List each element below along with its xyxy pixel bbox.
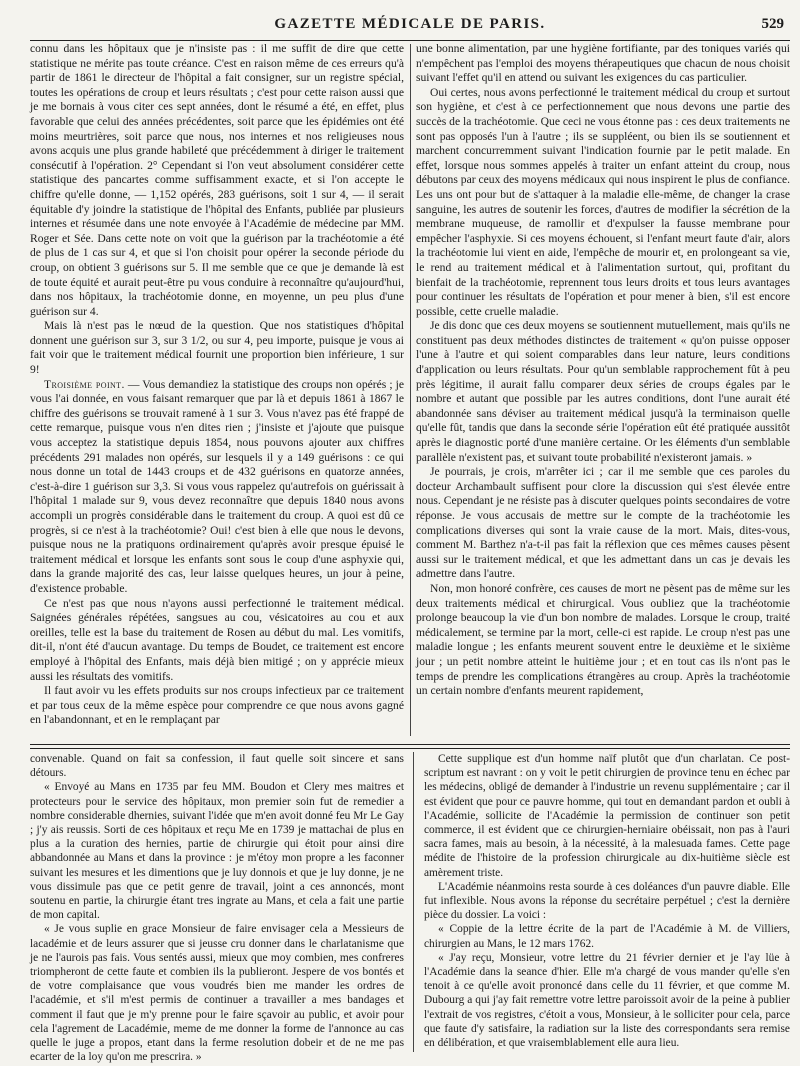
journal-title: GAZETTE MÉDICALE DE PARIS. xyxy=(274,16,546,32)
paragraph: « J'ay reçu, Monsieur, votre lettre du 21 février dernier et je l'ay lüe à l'Académie dans la seance d'hier. Elle m'a chargé de vous mander qu'elle s'en tenoit à ce qu'elle avoit prononcé dans celle du 11 février, et que comme M. Dubourg a qui j'ay fait remettre votre lettre paroissoit avoir de la peine à publier l'extrait de vos registres, c'étoit a vous, Monsieur, à le solliciter pour cela, parce que faute d'y satisfaire, la radiation sur la liste des correspondants sera remise en délibération, et que vraisemblablement elle aura lieu. xyxy=(424,951,790,1050)
paragraph: Ce n'est pas que nous n'ayons aussi perfectionné le traitement médical. Saignées générales répétées, sangsues au cou, vésicatoires au cou et aux oreilles, telle est la base du traitement de Rosen au début du mal. Les vomitifs, dit-il, n'ont été d'aucun avantage. Du temps de Boudet, ce traitement est encore employé à l'hôpital des Enfants, mais déjà bien mitigé ; on y apprécie mieux aussi les résultats des vomitifs. xyxy=(30,596,404,683)
paragraph: convenable. Quand on fait sa confession, il faut quelle soit sincere et sans détours. xyxy=(30,753,404,780)
paragraph-text: — Vous demandiez la statistique des croups non opérés ; je vous l'ai donnée, en vous faisant remarquer que par là et depuis 1861 à 1867 le chiffre des guérisons se trouvait ramené à 1 sur 3. Vous n'avez pas été frappé de cette remarque, puisque vous n'en dites rien ; j'insiste et j'ajoute que puisque vous acceptez la statistique depuis 1854, nous pouvons ajouter aux chiffres précédents 291 malades non opérés, sur lesquels il y a 149 guérisons : ce qui nous donne un total de 1443 croups et de 432 guérisons en quatorze années, c'est-à-dire 1 guérison sur 3,3. Si vous vous rappelez qu'autrefois on guérissait à l'hôpital 1 malade sur 9, vous devez reconnaître que depuis 1840 nous avons accompli un progrès considérable dans le traitement du croup. A quoi est dû ce progrès, si ce n'est à la trachéotomie? Oui! c'est bien à elle que nous le devons, puisque nous ne la pratiquons ordinairement qu'après avoir presque épuisé le traitement médical et lorsque les enfants sont sous le coup d'une asphyxie qui, dans la grande majorité des cas, leur laisse quelques heures, un jour à peine, d'existence probable. xyxy=(30,377,404,595)
header-rule xyxy=(30,40,790,41)
paragraph: « Coppie de la lettre écrite de la part de l'Académie à M. de Villiers, chirurgien au Mans, le 12 mars 1762. xyxy=(424,923,790,950)
paragraph xyxy=(30,378,404,597)
column-rule xyxy=(413,752,414,1052)
feuilleton-column-right xyxy=(424,752,790,1054)
column-rule xyxy=(410,44,411,736)
paragraph: Mais là n'est pas le nœud de la question. Que nos statistiques d'hôpital donnent une guérison sur 3, sur 3 1/2, ou sur 4, peu importe, puisque je vous ai fait voir que le traitement médical fournit une proportion bien inférieure, 1 sur 9! xyxy=(30,319,404,377)
feuilleton-column-left xyxy=(30,752,404,1064)
paragraph: Cette supplique est d'un homme naïf plutôt que d'un charlatan. Ce post-scriptum est navrant : on y voit le petit chirurgien de province tenu en échec par les médecins, obligé de demander à l'industrie un revenu supplémentaire ; car il est évident que pour ce pauvre homme, qui tout en demandant pardon et oubli à l'Académie, sollicite de l'Académie la permission de continuer son petit commerce, il est évident que ce chirurgien-herniaire obéissait, non pas à l'auri sacra fames, mais au besoin, à la nécessité, à la malesuada fames. Cette page médite de l'histoire de la profession chirurgicale au dix-huitième siècle est amèrement triste. xyxy=(424,753,790,879)
paragraph: « Je vous suplie en grace Monsieur de faire envisager cela a Messieurs de lacadémie et de leurs assurer que si jeusse cru donner dans le charlatanisme que je ne l'aurois pas fais. Vous sentés aussi, mieux que moy combien, mes confreres triompheront de cette faute et combien ils la publieront. Jespere de vos bontés et de votre complaisance que vous voudrés bien me mander les ordres de l'académie, et s'il m'est permis de continuer a travailler a mes bandages et comment il faut que je m'y prenne pour le faire sçavoir au public, et avoir pour cela l'agrement de Lacadémie, meme de me donner la forme de l'annonce au cas quelle le juge a propos, etant dans la ferme resolution dobeir et de ne me pas ecarter de la loy qu'on me prescrira. » xyxy=(30,923,404,1064)
paragraph: Il faut avoir vu les effets produits sur nos croups infectieux par ce traitement et par tous ceux de la même espèce pour comprendre ce que nous avons gagné en l'abandonnant, et en le remplaçant par xyxy=(30,684,404,727)
article-column-right xyxy=(416,42,790,736)
feuilleton-separator xyxy=(30,744,790,749)
paragraph: « Envoyé au Mans en 1735 par feu MM. Boudon et Clery mes maitres et protecteurs pour le service des hôpitaux, mon premier soin fut de remedier a nombre considerable dhernies, suivant l'idée que m'en avoit donné feu Mr Le Gay ; j'y ais reussis. Sorti de ces hôpitaux et reçu Me en 1739 je mattachai de plus en plus a la curation des hernies, partie de chirurgie qui étoit pour ainsi dire abbandonnée au Mans et dans la province : je m'étoy mon propre a les faconner suivant les mesures et les dimentions que je luy donnois et que je luy donne, je ne vous dissimule pas que ce petit genre de travail, joint a ces annoncés, mont soutenu en partie, la chirurgie étant tres ingrate au Mans, et cela a fait une partie de mon capital. xyxy=(30,781,404,922)
paragraph: L'Académie néanmoins resta sourde à ces doléances d'un pauvre diable. Elle fut inflexible. Nous avons la réponse du secrétaire perpétuel ; c'est la dernière pièce du dossier. La voici : xyxy=(424,880,790,922)
page-header xyxy=(30,14,790,38)
paragraph: Oui certes, nous avons perfectionné le traitement médical du croup et surtout son hygiène, et c'est à ce perfectionnement que nous devons une partie des succès de la trachéotomie. Que ceci ne vous étonne pas : ces deux traitements ne sont pas opposés l'un à l'autre ; ils se suppléent, ou bien ils se soutiennent et marchent concurremment suivant l'indication fournie par le petit malade. En effet, lorsque nous sommes appelés à traiter un enfant atteint du croup, nous débutons par ceux des moyens médicaux qui nous inspirent le plus de confiance. Les uns ont pour but de s'attaquer à la maladie elle-même, de changer la crase sanguine, les autres de soutenir les forces, d'autres de modifier la sécrétion de la membrane muqueuse, de ramollir et d'expulser la fausse membrane pour empêcher l'asphyxie. Si ces moyens échouent, si l'enfant meurt faute d'air, alors la trachéotomie lui vient en aide, l'empêche de mourir et, en prolongeant sa vie, le rend au traitement médical et à l'alimentation surtout, qui, profitant du bienfait de la trachéotomie, reprennent tous leurs droits et tous leurs avantages pour continuer les résultats de l'opération et pour mener à bien, s'il est encore possible, cette cruelle maladie. xyxy=(416,85,790,318)
paragraph: connu dans les hôpitaux que je n'insiste pas : il me suffit de dire que cette statistique ne mérite pas toute créance. C'est en raison même de ces erreurs qu'à partir de 1861 le directeur de l'hôpital a fait consigner, sur un registre spécial, toutes les opérations de croup et leurs résultats ; c'est pour cette raison aussi que je me bornais à vous citer ces sept années, dont le résumé a été, en effet, plus favorable que celui des années précédentes, soit parce que les épidémies ont été moins meurtrières, soit parce que nous, nos internes et nos religieuses nous avons acquis une plus grande habileté que précédemment à diriger le traitement consécutif à l'opération. 2° Cependant si l'on veut absolument considérer cette statistique des pancartes comme suffisamment exacte, et si l'on accepte le chiffre qu'elle donne, — 1,152 opérés, 283 guérisons, soit 1 sur 4, — il serait équitable d'y joindre la statistique de l'hôpital des Enfants, publiée par plusieurs internes et résumée dans une note envoyée à l'Académie de médecine par MM. Roger et Sée. Dans cette note on voit que la guérison par la trachéotomie a été de plus de 1 cas sur 4, et que si l'on choisit pour opérer la seconde période du croup, on obtient 3 guérisons sur 5. Il me semble que ce que je demande là est de toute équité et aurait peut-être pu vous conduire à reconnaître qu'aujourd'hui, dans nos hôpitaux, la trachéotomie donne, en moyenne, un peu plus d'une guérison sur 4. xyxy=(30,42,404,318)
paragraph: Je pourrais, je crois, m'arrêter ici ; car il me semble que ces paroles du docteur Archambault suffisent pour clore la discussion qui s'est élevée entre nous. Cependant je ne résiste pas à discuter quelques points secondaires de votre réponse. Je vous accusais de mettre sur le compte de la trachéotomie les complications diverses qui sont la vraie cause de la mort. Mais, dites-vous, comment M. Barthez n'a-t-il pas fait la réflexion que ces mêmes causes pèsent aussi sur le traitement médical, et que les admettant dans un cas je devais les admettre dans l'autre. xyxy=(416,465,790,581)
article-column-left xyxy=(30,42,404,736)
paragraph: Je dis donc que ces deux moyens se soutiennent mutuellement, mais qu'ils ne constituent pas deux méthodes distinctes de traitement « qu'on puisse opposer l'une à l'autre et qui soient comparables dans leur nature, leurs conditions d'application ou leurs résultats. Pour qu'un semblable rapprochement fût à peu près légitime, il aurait fallu comparer deux séries de croups égales par le nombre et autant que possible par les autres conditions, dont l'une aurait été abandonnée sans déviser au traitement médical jusqu'à la terminaison quelle qu'elle fût, tandis que dans la seconde série l'opération eût été pratiquée aussitôt après le diagnostic porté d'une manière certaine. Or les éléments d'un semblable parallèle n'existent pas, et suivant toute probabilité n'existeront jamais. » xyxy=(416,319,790,464)
section-heading: Troisième point. xyxy=(44,377,125,391)
page-number: 529 xyxy=(761,16,784,32)
paragraph: une bonne alimentation, par une hygiène fortifiante, par des toniques variés qui n'empêchent pas l'emploi des moyens thérapeutiques que chacun de nous choisit suivant l'effet qu'il en attend ou suivant les exigences du cas particulier. xyxy=(416,42,790,85)
paragraph: Non, mon honoré confrère, ces causes de mort ne pèsent pas de même sur les deux traitements médical et chirurgical. Vous oubliez que la trachéotomie prolonge beaucoup la vie d'un bon nombre de malades. Lorsque le croup, traité médicalement, se termine par la mort, celle-ci est rapide. Le croup n'est pas une maladie longue ; les enfants meurent souvent entre le deuxième et le sixième jour ; un petit nombre atteint le huitième jour ; et en tout cas ils n'ont pas le temps de prendre les complications étrangères au croup. Après la trachéotomie un certain nombre d'enfants meurent rapidement, xyxy=(416,581,790,698)
